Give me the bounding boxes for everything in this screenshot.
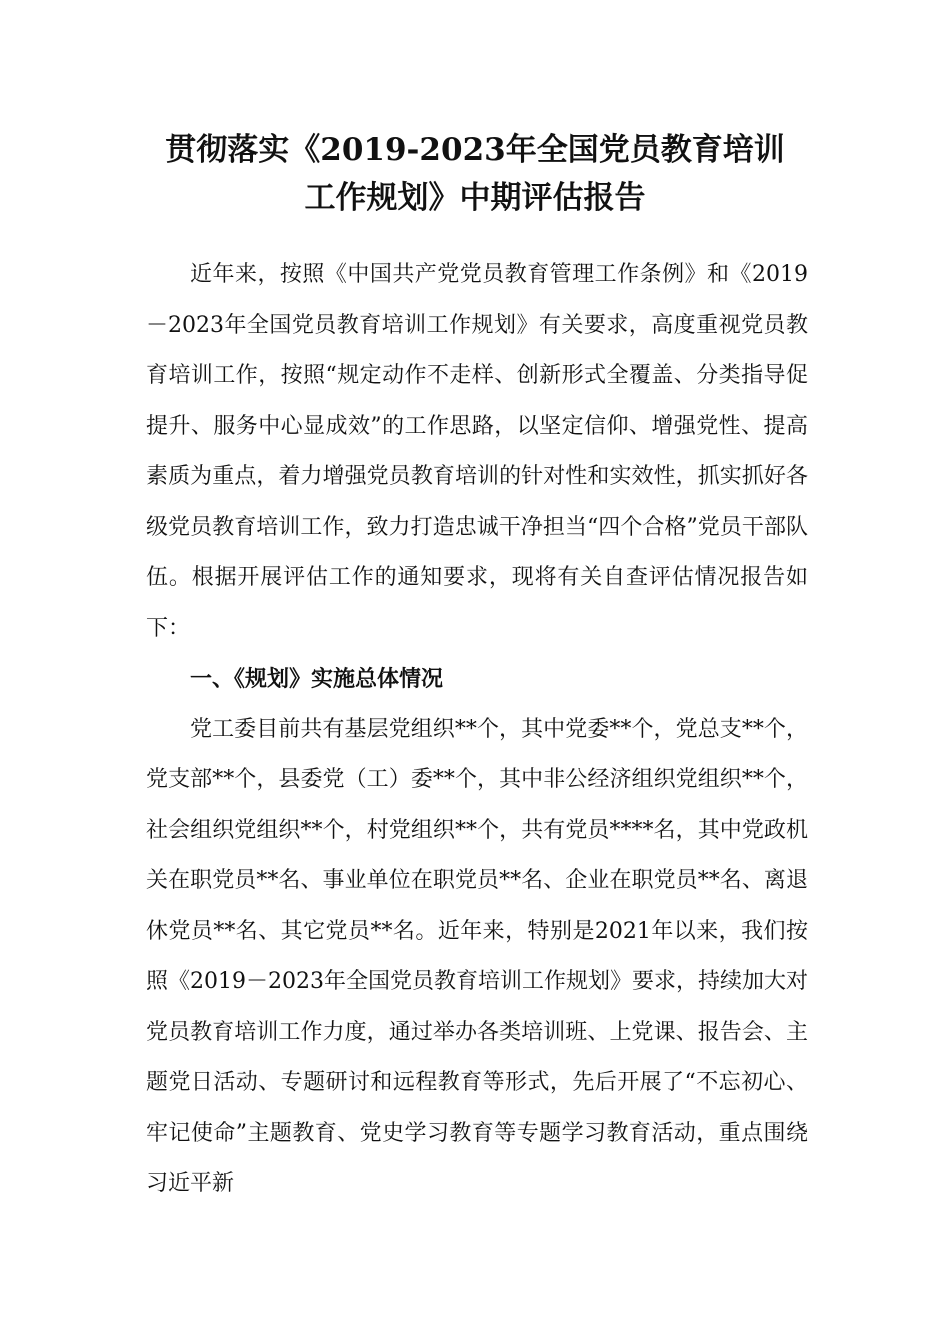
document-body	[146, 250, 808, 1210]
intro-paragraph: 近年来，按照《中国共产党党员教育管理工作条例》和《2019－2023年全国党员教育培训工作规划》有关要求，高度重视党员教育培训工作，按照“规定动作不走样、创新形式全覆盖、分类指导促提升、服务中心显成效”的工作思路，以坚定信仰、增强党性、提高素质为重点，着力增强党员教育培训的针对性和实效性，抓实抓好各级党员教育培训工作，致力打造忠诚干净担当“四个合格”党员干部队伍。根据开展评估工作的通知要求，现将有关自查评估情况报告如下：	[146, 262, 808, 641]
section-paragraph: 党工委目前共有基层党组织**个，其中党委**个，党总支**个，党支部**个，县委党（工）委**个，其中非公经济组织党组织**个，社会组织党组织**个，村党组织**个，共有党员****名，其中党政机关在职党员**名、事业单位在职党员**名、企业在职党员**名、离退休党员**名、其它党员**名。近年来，特别是2021年以来，我们按照《2019－2023年全国党员教育培训工作规划》要求，持续加大对党员教育培训工作力度，通过举办各类培训班、上党课、报告会、主题党日活动、专题研讨和远程教育等形式，先后开展了“不忘初心、牢记使命”主题教育、党史学习教育等专题学习教育活动，重点围绕习近平新	[146, 716, 808, 1196]
section-heading: 一、《规划》实施总体情况	[190, 666, 444, 692]
document-title: 贯彻落实《2019-2023年全国党员教育培训工作规划》中期评估报告	[165, 132, 785, 216]
